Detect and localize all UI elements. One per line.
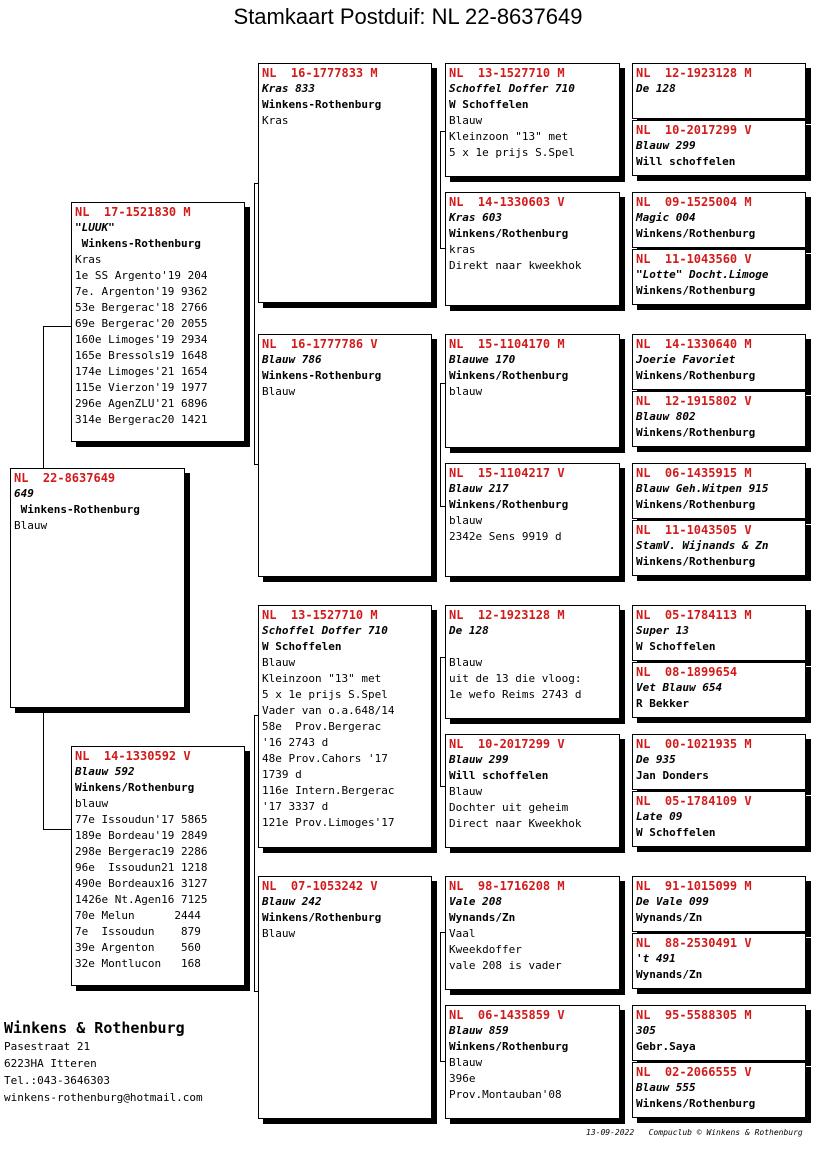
detail-line: Prov.Montauban'08: [449, 1088, 562, 1101]
pedigree-card-ancestor[interactable]: [632, 734, 806, 790]
owner-name: W Schoffelen: [262, 640, 342, 653]
detail-line: Blauw: [449, 114, 483, 127]
pigeon-name: Blauw Geh.Witpen 915: [636, 482, 769, 495]
detail-line: Kras: [262, 114, 289, 127]
breeder-name: Winkens & Rothenburg: [4, 1019, 185, 1037]
ring-number: NL 95-5588305 M: [636, 1008, 752, 1022]
ring-number: NL 14-1330592 V: [75, 749, 191, 763]
detail-line: 70e Melun 2444: [75, 909, 201, 922]
owner-name: Winkens/Rothenburg: [636, 555, 756, 568]
ring-number: NL 12-1923128 M: [449, 608, 565, 622]
owner-name: Wynands/Zn: [449, 911, 516, 924]
ring-number: NL 22-8637649: [14, 471, 116, 485]
pigeon-name: Schoffel Doffer 710: [262, 624, 388, 637]
detail-line: 7e Issoudun 879: [75, 925, 201, 938]
breeder-info: [4, 1018, 203, 1106]
pedigree-card-great-grandparent[interactable]: [445, 63, 620, 177]
pigeon-name: 305: [636, 1024, 656, 1037]
detail-line: Blauw: [449, 656, 483, 669]
pedigree-card-grandparent[interactable]: [258, 334, 432, 577]
detail-line: 189e Bordeau'19 2849: [75, 829, 208, 842]
owner-name: Winkens/Rothenburg: [449, 1040, 569, 1053]
owner-name: Winkens/Rothenburg: [636, 227, 756, 240]
detail-line: Direct naar Kweekhok: [449, 817, 582, 830]
ring-number: NL 12-1915802 V: [636, 394, 752, 408]
owner-name: Winkens/Rothenburg: [636, 498, 756, 511]
breeder-email[interactable]: winkens-rothenburg@hotmail.com: [4, 1091, 203, 1104]
breeder-street: Pasestraat 21: [4, 1040, 91, 1053]
detail-line: 77e Issoudun'17 5865: [75, 813, 208, 826]
detail-line: 53e Bergerac'18 2766: [75, 301, 208, 314]
detail-line: blauw: [75, 797, 109, 810]
detail-line: 174e Limoges'21 1654: [75, 365, 208, 378]
pedigree-card-ancestor[interactable]: [632, 334, 806, 390]
pedigree-card-ancestor[interactable]: [632, 605, 806, 661]
pigeon-name: "Lotte" Docht.Limoge: [636, 268, 769, 281]
ring-number: NL 17-1521830 M: [75, 205, 191, 219]
pedigree-card-ancestor[interactable]: [632, 249, 806, 305]
detail-line: 115e Vierzon'19 1977: [75, 381, 208, 394]
ring-number: NL 88-2530491 V: [636, 936, 752, 950]
pigeon-name: Vale 208: [449, 895, 502, 908]
ring-number: NL 91-1015099 M: [636, 879, 752, 893]
detail-line: 2342e Sens 9919 d: [449, 530, 562, 543]
detail-line: 7e. Argenton'19 9362: [75, 285, 208, 298]
detail-line: Kleinzoon "13" met: [262, 672, 382, 685]
pedigree-card-ancestor[interactable]: [632, 391, 806, 447]
pedigree-card-ancestor[interactable]: [632, 63, 806, 119]
pigeon-name: 't 491: [636, 952, 676, 965]
detail-line: 298e Bergerac19 2286: [75, 845, 208, 858]
pedigree-card-great-grandparent[interactable]: [445, 734, 620, 848]
footer-credit: 13-09-2022 Compuclub © Winkens & Rothenburg: [586, 1128, 803, 1137]
detail-line: Vader van o.a.648/14: [262, 704, 395, 717]
detail-line: '17 3337 d: [262, 800, 329, 813]
detail-line: Blauw: [14, 519, 48, 532]
pedigree-card-subject[interactable]: [10, 468, 185, 708]
pigeon-name: Blauw 299: [636, 139, 696, 152]
detail-line: 314e Bergerac20 1421: [75, 413, 208, 426]
owner-name: Will schoffelen: [449, 769, 549, 782]
ring-number: NL 06-1435915 M: [636, 466, 752, 480]
pigeon-name: Magic 004: [636, 211, 696, 224]
owner-name: Winkens-Rothenburg: [262, 369, 382, 382]
owner-name: Winkens/Rothenburg: [636, 284, 756, 297]
pigeon-name: "LUUK": [75, 221, 115, 234]
detail-line: Vaal: [449, 927, 476, 940]
ring-number: NL 08-1899654: [636, 665, 738, 679]
detail-line: Dochter uit geheim: [449, 801, 569, 814]
detail-line: Blauw: [449, 785, 483, 798]
detail-line: Direkt naar kweekhok: [449, 259, 582, 272]
detail-line: 1e SS Argento'19 204: [75, 269, 208, 282]
detail-line: 396e: [449, 1072, 476, 1085]
detail-line: Kras: [75, 253, 102, 266]
pedigree-card-great-grandparent[interactable]: [445, 192, 620, 306]
pedigree-card-ancestor[interactable]: [632, 1062, 806, 1118]
pigeon-name: Vet Blauw 654: [636, 681, 723, 694]
pigeon-name: De Vale 099: [636, 895, 709, 908]
detail-line: '16 2743 d: [262, 736, 329, 749]
detail-line: [449, 639, 616, 655]
pedigree-card-ancestor[interactable]: [632, 791, 806, 847]
breeder-phone: Tel.:043-3646303: [4, 1074, 110, 1087]
owner-name: Winkens/Rothenburg: [449, 498, 569, 511]
page-title: Stamkaart Postduif: NL 22-8637649: [233, 4, 583, 29]
pigeon-name: StamV. Wijnands & Zn: [636, 539, 769, 552]
pigeon-name: Kras 603: [449, 211, 502, 224]
ring-number: NL 16-1777786 V: [262, 337, 378, 351]
detail-line: Blauw: [262, 927, 296, 940]
owner-name: Wynands/Zn: [636, 968, 703, 981]
pedigree-card-ancestor[interactable]: [632, 192, 806, 248]
detail-line: 5 x 1e prijs S.Spel: [449, 146, 575, 159]
owner-name: Winkens/Rothenburg: [636, 1097, 756, 1110]
ring-number: NL 11-1043505 V: [636, 523, 752, 537]
pedigree-card-ancestor[interactable]: [632, 662, 806, 718]
pedigree-card-grandparent[interactable]: [258, 63, 432, 303]
owner-name: Winkens/Rothenburg: [636, 369, 756, 382]
owner-name: R Bekker: [636, 697, 689, 710]
pedigree-card-grandparent[interactable]: [258, 605, 432, 848]
detail-line: Blauw: [449, 1056, 483, 1069]
detail-line: Blauw: [262, 385, 296, 398]
detail-line: vale 208 is vader: [449, 959, 562, 972]
ring-number: NL 12-1923128 M: [636, 66, 752, 80]
ring-number: NL 05-1784113 M: [636, 608, 752, 622]
detail-line: 96e Issoudun21 1218: [75, 861, 208, 874]
detail-line: Kweekdoffer: [449, 943, 522, 956]
ring-number: NL 13-1527710 M: [449, 66, 565, 80]
pedigree-card-great-grandparent[interactable]: [445, 1005, 620, 1119]
pigeon-name: Blauw 299: [449, 753, 509, 766]
ring-number: NL 06-1435859 V: [449, 1008, 565, 1022]
pedigree-card-ancestor[interactable]: [632, 120, 806, 176]
ring-number: NL 11-1043560 V: [636, 252, 752, 266]
pedigree-card-great-grandparent[interactable]: [445, 463, 620, 577]
owner-name: Winkens-Rothenburg: [75, 237, 201, 250]
ring-number: NL 14-1330603 V: [449, 195, 565, 209]
owner-name: Wynands/Zn: [636, 911, 703, 924]
ring-number: NL 10-2017299 V: [636, 123, 752, 137]
detail-line: 1e wefo Reims 2743 d: [449, 688, 582, 701]
ring-number: NL 10-2017299 V: [449, 737, 565, 751]
detail-line: 32e Montlucon 168: [75, 957, 201, 970]
ring-number: NL 16-1777833 M: [262, 66, 378, 80]
pedigree-card-great-grandparent[interactable]: [445, 876, 620, 990]
owner-name: Winkens/Rothenburg: [636, 426, 756, 439]
detail-line: 1426e Nt.Agen16 7125: [75, 893, 208, 906]
pigeon-name: Blauw 802: [636, 410, 696, 423]
detail-line: Kleinzoon "13" met: [449, 130, 569, 143]
detail-line: 121e Prov.Limoges'17: [262, 816, 395, 829]
pedigree-card-great-grandparent[interactable]: [445, 334, 620, 448]
pigeon-name: Kras 833: [262, 82, 315, 95]
owner-name: Will schoffelen: [636, 155, 736, 168]
ring-number: NL 15-1104170 M: [449, 337, 565, 351]
detail-line: 5 x 1e prijs S.Spel: [262, 688, 388, 701]
pigeon-name: Late 09: [636, 810, 683, 823]
pigeon-name: Blauwe 170: [449, 353, 516, 366]
detail-line: blauw: [449, 514, 483, 527]
ring-number: NL 07-1053242 V: [262, 879, 378, 893]
pigeon-name: De 128: [636, 82, 676, 95]
pigeon-name: Joerie Favoriet: [636, 353, 736, 366]
detail-line: 48e Prov.Cahors '17: [262, 752, 388, 765]
detail-line: 165e Bressols19 1648: [75, 349, 208, 362]
pedigree-card-ancestor[interactable]: [632, 463, 806, 519]
ring-number: NL 14-1330640 M: [636, 337, 752, 351]
pedigree-card-ancestor[interactable]: [632, 876, 806, 932]
pedigree-card-grandparent[interactable]: [258, 876, 432, 1119]
detail-line: Blauw: [262, 656, 296, 669]
pedigree-card-father[interactable]: [71, 202, 245, 442]
pigeon-name: Blauw 786: [262, 353, 322, 366]
ring-number: NL 15-1104217 V: [449, 466, 565, 480]
pigeon-name: Blauw 592: [75, 765, 135, 778]
pedigree-card-mother[interactable]: [71, 746, 245, 986]
ring-number: NL 05-1784109 V: [636, 794, 752, 808]
owner-name: Jan Donders: [636, 769, 709, 782]
pigeon-name: Blauw 217: [449, 482, 509, 495]
owner-name: Winkens/Rothenburg: [75, 781, 195, 794]
owner-name: W Schoffelen: [636, 640, 716, 653]
owner-name: Winkens-Rothenburg: [262, 98, 382, 111]
pigeon-name: Blauw 859: [449, 1024, 509, 1037]
detail-line: 296e AgenZLU'21 6896: [75, 397, 208, 410]
ring-number: NL 13-1527710 M: [262, 608, 378, 622]
detail-line: 39e Argenton 560: [75, 941, 201, 954]
detail-line: 69e Bergerac'20 2055: [75, 317, 208, 330]
owner-name: Winkens-Rothenburg: [14, 503, 140, 516]
ring-number: NL 98-1716208 M: [449, 879, 565, 893]
pedigree-card-ancestor[interactable]: [632, 933, 806, 989]
detail-line: 490e Bordeaux16 3127: [75, 877, 208, 890]
detail-line: uit de 13 die vloog:: [449, 672, 582, 685]
pigeon-name: De 935: [636, 753, 676, 766]
pedigree-card-ancestor[interactable]: [632, 520, 806, 576]
pedigree-card-great-grandparent[interactable]: [445, 605, 620, 719]
ring-number: NL 00-1021935 M: [636, 737, 752, 751]
detail-line: blauw: [449, 385, 483, 398]
owner-name: W Schoffelen: [636, 826, 716, 839]
ring-number: NL 02-2066555 V: [636, 1065, 752, 1079]
detail-line: 58e Prov.Bergerac: [262, 720, 382, 733]
detail-line: kras: [449, 243, 476, 256]
owner-name: W Schoffelen: [449, 98, 529, 111]
detail-line: 116e Intern.Bergerac: [262, 784, 395, 797]
pigeon-name: Schoffel Doffer 710: [449, 82, 575, 95]
pedigree-card-ancestor[interactable]: [632, 1005, 806, 1061]
detail-line: 160e Limoges'19 2934: [75, 333, 208, 346]
owner-name: Winkens/Rothenburg: [449, 227, 569, 240]
owner-name: Gebr.Saya: [636, 1040, 696, 1053]
owner-name: Winkens/Rothenburg: [262, 911, 382, 924]
pigeon-name: De 128: [449, 624, 489, 637]
ring-number: NL 09-1525004 M: [636, 195, 752, 209]
pigeon-name: 649: [14, 487, 34, 500]
owner-name: Winkens/Rothenburg: [449, 369, 569, 382]
breeder-city: 6223HA Itteren: [4, 1057, 97, 1070]
pigeon-name: Super 13: [636, 624, 689, 637]
detail-line: 1739 d: [262, 768, 302, 781]
pigeon-name: Blauw 242: [262, 895, 322, 908]
pigeon-name: Blauw 555: [636, 1081, 696, 1094]
